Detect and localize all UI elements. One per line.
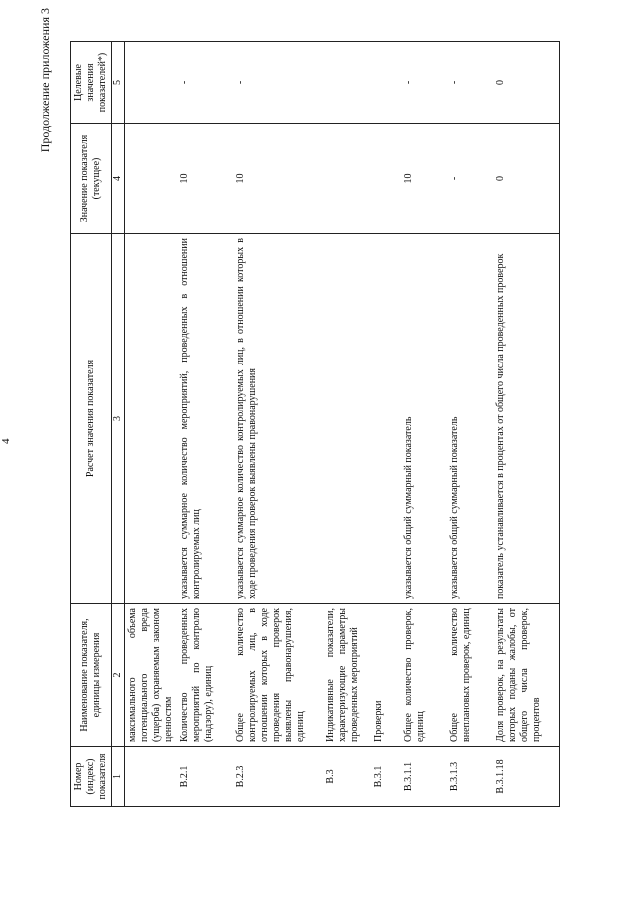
- row-target: [371, 42, 401, 124]
- row-value: [125, 124, 178, 234]
- row-code: [125, 747, 178, 807]
- page-number: 4: [0, 438, 12, 444]
- table-row: [125, 42, 178, 807]
- row-calc: [323, 234, 371, 604]
- row-code: В.3: [323, 747, 371, 807]
- row-code: В.3.1.18: [493, 747, 560, 807]
- table-row: [371, 42, 401, 807]
- row-calc: указывается общий суммарный показатель: [401, 234, 447, 604]
- table-row: [447, 42, 493, 807]
- row-target: -: [177, 42, 233, 124]
- row-code: В.3.1.3: [447, 747, 493, 807]
- row-target: -: [401, 42, 447, 124]
- header-row: [71, 42, 112, 807]
- row-target: -: [233, 42, 323, 124]
- row-calc: [125, 234, 178, 604]
- header-index: Номер (индекс) показателя: [71, 747, 112, 807]
- row-code: В.2.1: [177, 747, 233, 807]
- row-value: [371, 124, 401, 234]
- table-row: [177, 42, 233, 807]
- column-number: 4: [112, 124, 125, 234]
- row-value: [323, 124, 371, 234]
- column-number: 3: [112, 234, 125, 604]
- continuation-label: Продолжение приложения 3: [38, 8, 52, 153]
- row-calc: указывается суммарное количество мероприятий, проведенных в отношении контролируемых лиц: [177, 234, 233, 604]
- row-name: Индикативные показатели, характеризующие параметры проведенных мероприятий: [323, 604, 371, 747]
- row-calc: указывается общий суммарный показатель: [447, 234, 493, 604]
- row-code: В.2.3: [233, 747, 323, 807]
- row-name: Общее количество проверок, единиц: [401, 604, 447, 747]
- header-value: Значение показателя (текущее): [71, 124, 112, 234]
- table-row: [493, 42, 560, 807]
- table-row: [401, 42, 447, 807]
- row-calc: показатель устанавливается в процентах от общего числа проведенных проверок: [493, 234, 560, 604]
- row-code: В.3.1: [371, 747, 401, 807]
- row-value: 0: [493, 124, 560, 234]
- header-target: Целевые значения показателей*): [71, 42, 112, 124]
- column-numbers-row: [112, 42, 125, 807]
- row-target: [323, 42, 371, 124]
- column-number: 2: [112, 604, 125, 747]
- column-number: 1: [112, 747, 125, 807]
- row-code: В.3.1.1: [401, 747, 447, 807]
- row-name: Проверки: [371, 604, 401, 747]
- row-value: 10: [177, 124, 233, 234]
- row-name: Общее количество контролируемых лиц, в отношении которых в ходе проведения проверок выявлены правонарушения, единиц: [233, 604, 323, 747]
- indicators-table: [70, 41, 560, 807]
- row-name: Доля проверок, на результаты которых поданы жалобы, от общего числа проверок, процентов: [493, 604, 560, 747]
- row-value: 10: [233, 124, 323, 234]
- row-name: Общее количество внеплановых проверок, единиц: [447, 604, 493, 747]
- header-name: Наименование показателя, единицы измерения: [71, 604, 112, 747]
- header-calc: Расчет значения показателя: [71, 234, 112, 604]
- row-target: 0: [493, 42, 560, 124]
- table-row: [323, 42, 371, 807]
- column-number: 5: [112, 42, 125, 124]
- row-calc: указывается суммарное количество контролируемых лиц, в отношении которых в ходе проведения проверок выявлены правонарушения: [233, 234, 323, 604]
- row-target: [125, 42, 178, 124]
- row-value: -: [447, 124, 493, 234]
- row-target: -: [447, 42, 493, 124]
- row-calc: [371, 234, 401, 604]
- row-value: 10: [401, 124, 447, 234]
- table-row: [233, 42, 323, 807]
- row-name: максимального объема потенциального вреда (ущерба) охраняемым законом ценностям: [125, 604, 178, 747]
- row-name: Количество проведенных мероприятий по контролю (надзору), единиц: [177, 604, 233, 747]
